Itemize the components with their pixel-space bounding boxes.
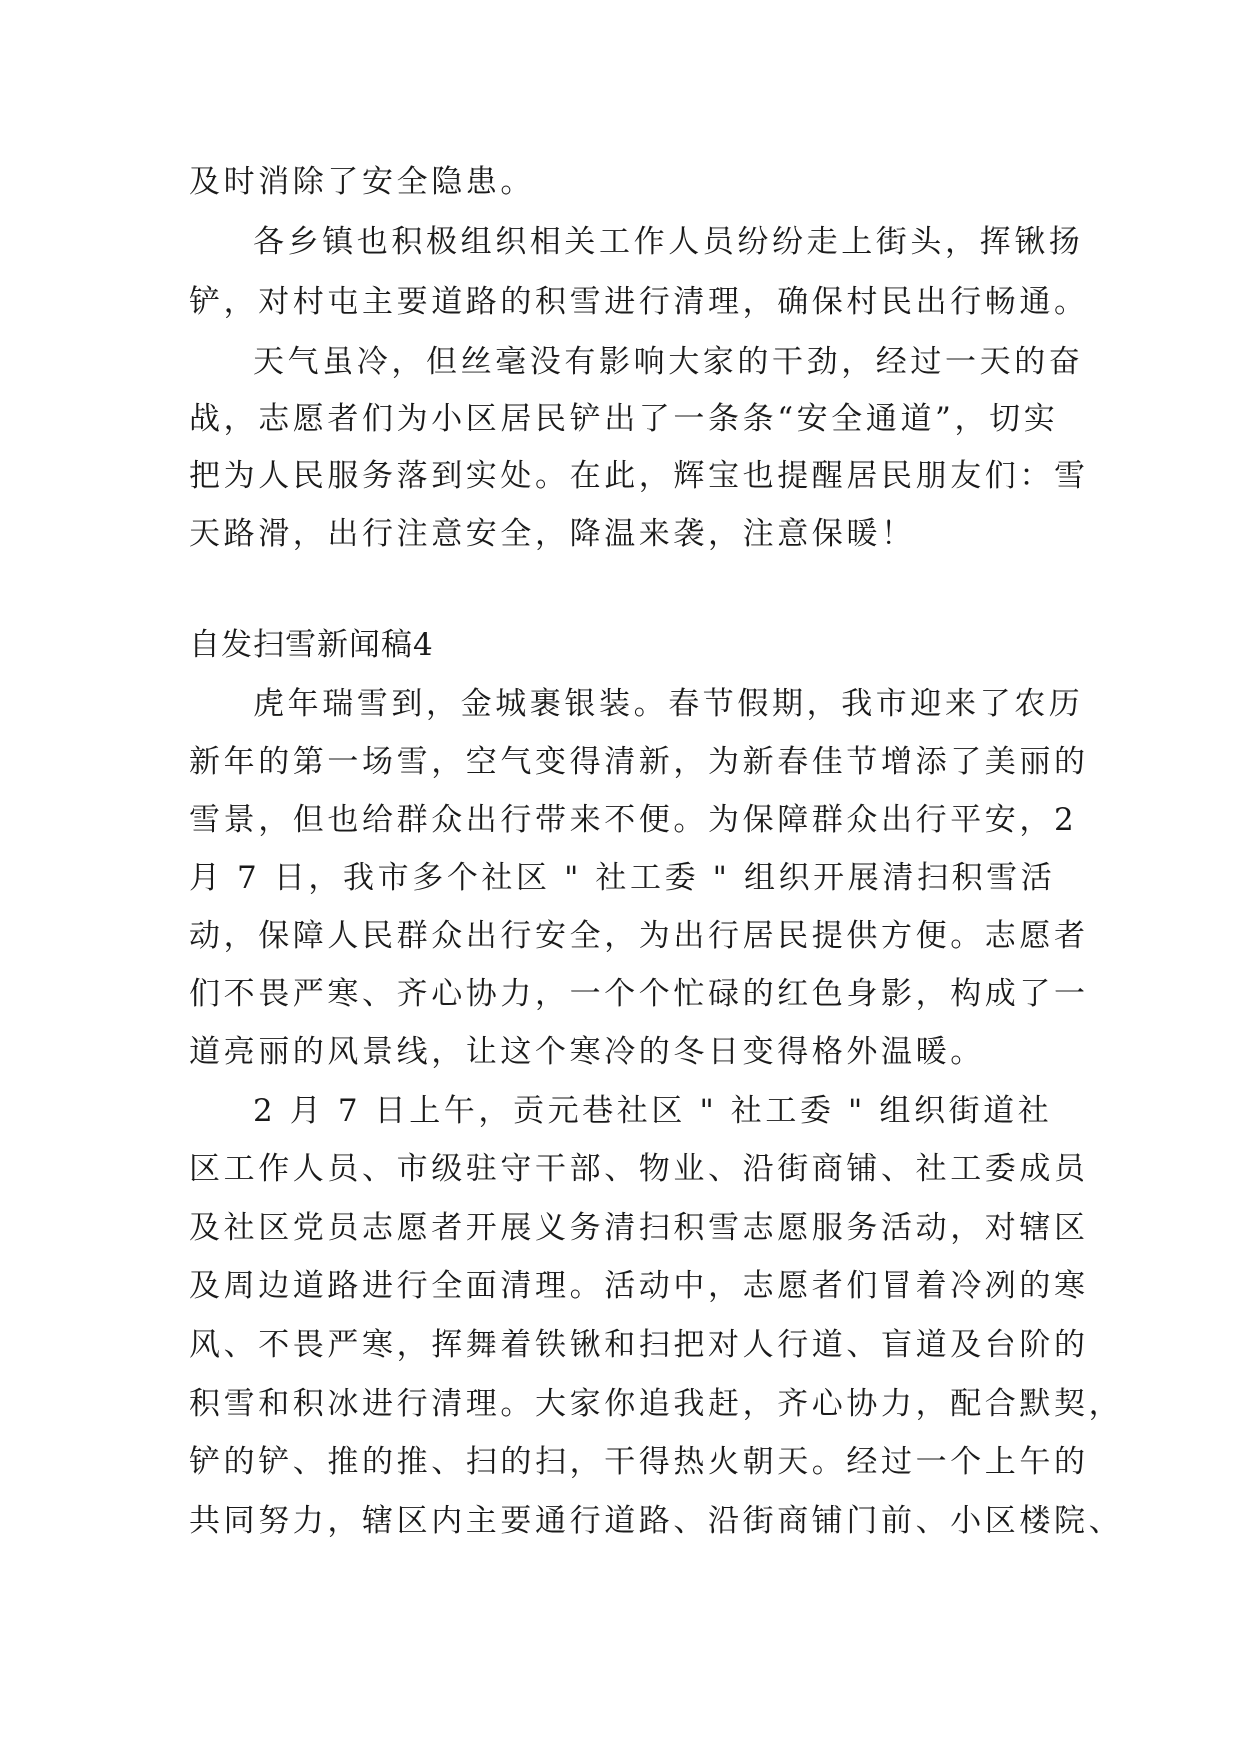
- paragraph-line: 天气虽冷，但丝毫没有影响大家的干劲，经过一天的奋: [253, 344, 1084, 380]
- paragraph-line: 月 7 日，我市多个社区 " 社工委 " 组织开展清扫积雪活: [189, 860, 1056, 896]
- paragraph-line: 铲，对村屯主要道路的积雪进行清理，确保村民出行畅通。: [189, 284, 1089, 320]
- section-heading: 自发扫雪新闻稿4: [189, 627, 434, 663]
- paragraph-line: 共同努力，辖区内主要通行道路、沿街商铺门前、小区楼院、: [189, 1503, 1124, 1539]
- paragraph-line: 各乡镇也积极组织相关工作人员纷纷走上街头，挥锹扬: [253, 224, 1084, 260]
- paragraph-line: 新年的第一场雪，空气变得清新，为新春佳节增添了美丽的: [189, 744, 1089, 780]
- paragraph-line: 2 月 7 日上午，贡元巷社区 " 社工委 " 组织街道社: [253, 1093, 1053, 1129]
- paragraph-line: 及社区党员志愿者开展义务清扫积雪志愿服务活动，对辖区: [189, 1210, 1089, 1246]
- paragraph-line: 道亮丽的风景线，让这个寒冷的冬日变得格外温暖。: [189, 1034, 985, 1070]
- paragraph-line: 虎年瑞雪到，金城裹银装。春节假期，我市迎来了农历: [253, 686, 1084, 722]
- paragraph-line: 铲的铲、推的推、扫的扫，干得热火朝天。经过一个上午的: [189, 1444, 1089, 1480]
- paragraph-line: 动，保障人民群众出行安全，为出行居民提供方便。志愿者: [189, 918, 1089, 954]
- paragraph-line: 积雪和积冰进行清理。大家你追我赶，齐心协力，配合默契，: [189, 1386, 1124, 1422]
- paragraph-line: 把为人民服务落到实处。在此，辉宝也提醒居民朋友们：雪: [189, 458, 1089, 494]
- paragraph-line: 们不畏严寒、齐心协力，一个个忙碌的红色身影，构成了一: [189, 976, 1089, 1012]
- paragraph-line: 战，志愿者们为小区居民铲出了一条条“安全通道”，切实: [189, 401, 1059, 437]
- paragraph-line: 风、不畏严寒，挥舞着铁锹和扫把对人行道、盲道及台阶的: [189, 1327, 1089, 1363]
- paragraph-line: 及周边道路进行全面清理。活动中，志愿者们冒着冷冽的寒: [189, 1268, 1089, 1304]
- paragraph-line: 区工作人员、市级驻守干部、物业、沿街商铺、社工委成员: [189, 1151, 1089, 1187]
- paragraph-line: 及时消除了安全隐患。: [189, 164, 535, 200]
- paragraph-line: 雪景，但也给群众出行带来不便。为保障群众出行平安，2: [189, 802, 1078, 838]
- paragraph-line: 天路滑，出行注意安全，降温来袭，注意保暖！: [189, 516, 916, 552]
